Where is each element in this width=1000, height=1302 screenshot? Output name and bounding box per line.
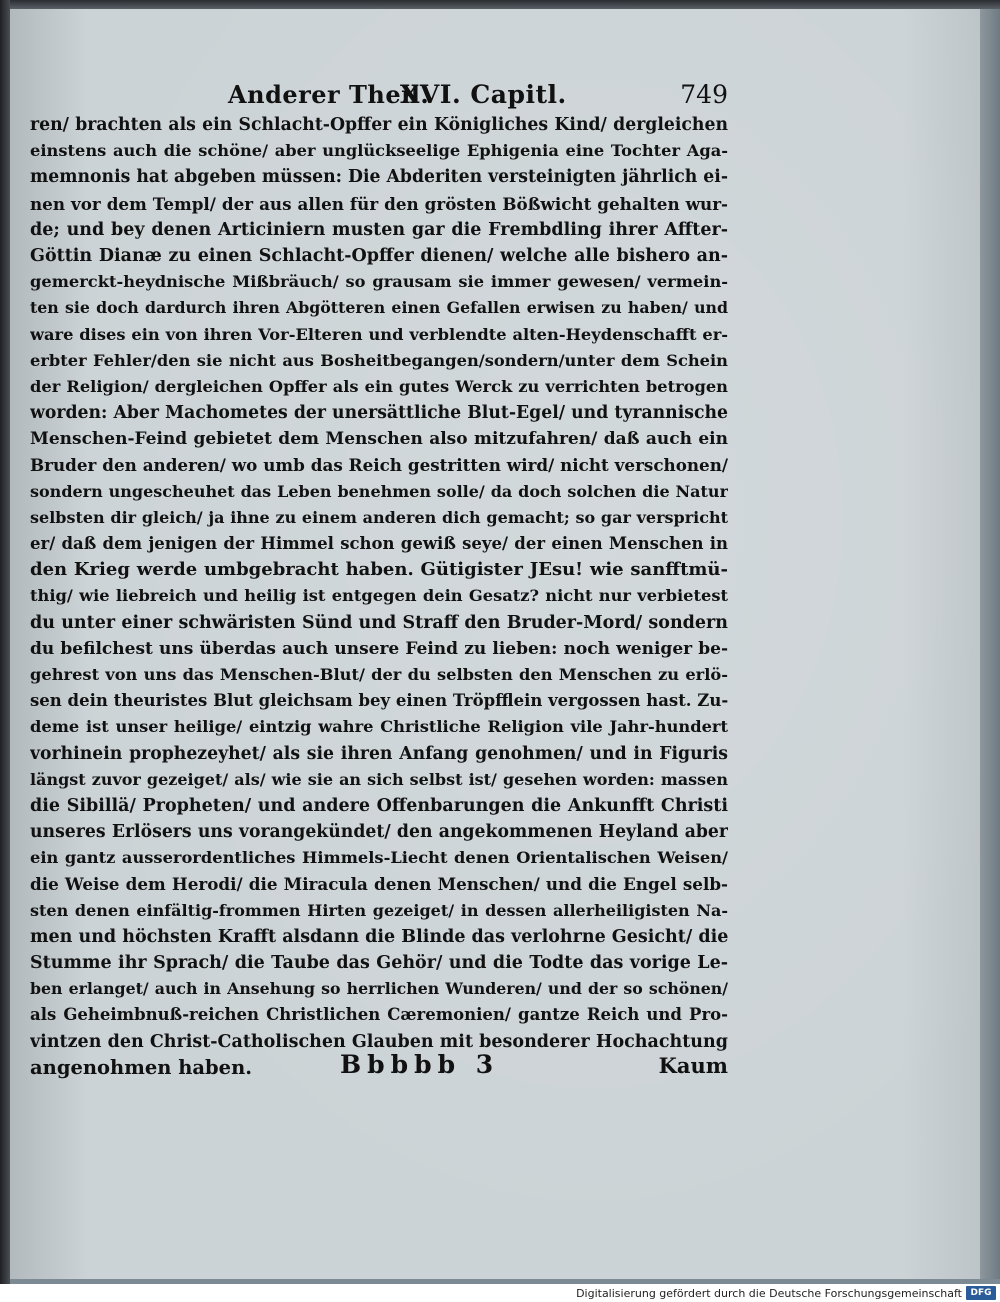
catchword: Kaum: [658, 1053, 728, 1078]
body-text: [30, 112, 728, 1081]
signature-mark: Bbbbb 3: [340, 1050, 500, 1079]
text-line: memnonis hat abgeben müssen: Die Abderiten versteinigten jährlich ei-: [30, 167, 728, 188]
text-line: ben erlanget/ auch in Ansehung so herrlichen Wunderen/ und der so schönen/: [30, 979, 728, 999]
text-line: nen vor dem Templ/ der aus allen für den grösten Bößwicht gehalten wur-: [30, 193, 728, 214]
running-head-chapter: XVI. Capitl.: [400, 80, 567, 109]
scan-left-edge: [0, 0, 10, 1284]
text-line: er/ daß dem jenigen der Himmel schon gewiß seye/ der einen Menschen in: [30, 534, 728, 553]
text-line: Stumme ihr Sprach/ die Taube das Gehör/ und die Todte das vorige Le-: [30, 953, 728, 973]
text-line: unseres Erlösers uns vorangekündet/ den angekommenen Heyland aber: [30, 822, 728, 843]
text-line: als Geheimbnuß-reichen Christlichen Cæremonien/ gantze Reich und Pro-: [30, 1005, 728, 1025]
text-line: deme ist unser heilige/ eintzig wahre Christliche Religion vile Jahr-hundert: [30, 717, 728, 737]
text-line: thig/ wie liebreich und heilig ist entgegen dein Gesatz? nicht nur verbietest: [30, 586, 728, 606]
text-line: erbter Fehler/den sie nicht aus Bosheitbegangen/sondern/unter dem Schein: [30, 350, 728, 370]
text-line: gehrest von uns das Menschen-Blut/ der du selbsten den Menschen zu erlö-: [30, 664, 728, 684]
text-line: ein gantz ausserordentliches Himmels-Liecht denen Orientalischen Weisen/: [30, 848, 728, 868]
text-line: selbsten dir gleich/ ja ihne zu einem anderen dich gemacht; so gar verspricht: [30, 507, 728, 527]
text-line: Bruder den anderen/ wo umb das Reich gestritten wird/ nicht verschonen/: [30, 455, 728, 476]
page-number: 749: [680, 80, 728, 109]
text-line: Göttin Dianæ zu einen Schlacht-Opffer dienen/ welche alle bishero an-: [30, 245, 728, 266]
page-edge-shadow: [980, 9, 1000, 1279]
text-line: sen dein theuristes Blut gleichsam bey einen Tröpfflein vergossen hast. Zu-: [30, 691, 728, 711]
text-line: vintzen den Christ-Catholischen Glauben mit besonderer Hochachtung: [30, 1031, 728, 1052]
running-head-title: Anderer Theil.: [228, 80, 430, 109]
text-line: längst zuvor gezeiget/ als/ wie sie an sich selbst ist/ gesehen worden: massen: [30, 769, 728, 789]
funding-credit: Digitalisierung gefördert durch die Deutsche Forschungsgemeinschaft: [576, 1287, 962, 1300]
text-line: die Sibillä/ Propheten/ und andere Offenbarungen die Ankunfft Christi: [30, 795, 728, 816]
text-line: ware dises ein von ihren Vor-Elteren und verblendte alten-Heydenschafft er-: [30, 324, 728, 344]
text-line: ten sie doch dardurch ihren Abgötteren einen Gefallen erwisen zu haben/ und: [30, 298, 728, 318]
text-line: angenohmen haben.: [30, 1055, 253, 1079]
text-line: ren/ brachten als ein Schlacht-Opffer ein Königliches Kind/ dergleichen: [30, 115, 728, 135]
text-line: gemerckt-heydnische Mißbräuch/ so grausam sie immer gewesen/ vermein-: [30, 272, 728, 292]
text-line: du befilchest uns überdas auch unsere Feind zu lieben: noch weniger be-: [30, 638, 728, 659]
text-line: den Krieg werde umbgebracht haben. Gütigister JEsu! wie sanfftmü-: [30, 559, 728, 581]
text-line: worden: Aber Machometes der unersättliche Blut-Egel/ und tyrannische: [30, 403, 728, 424]
text-line: der Religion/ dergleichen Opffer als ein gutes Werck zu verrichten betrogen: [30, 376, 728, 396]
text-line: die Weise dem Herodi/ die Miracula denen Menschen/ und die Engel selb-: [30, 874, 728, 895]
text-line: vorhinein prophezeyhet/ als sie ihren Anfang genohmen/ und in Figuris: [30, 743, 728, 764]
text-line: du unter einer schwäristen Sünd und Straff den Bruder-Mord/ sondern: [30, 612, 728, 633]
text-line: Menschen-Feind gebietet dem Menschen also mitzufahren/ daß auch ein: [30, 429, 728, 450]
text-line: sten denen einfältig-frommen Hirten gezeiget/ in dessen allerheiligisten Na-: [30, 900, 728, 920]
dfg-logo-icon: DFG: [966, 1286, 996, 1300]
text-line: de; und bey denen Articiniern musten gar die Frembdling ihrer Affter-: [30, 219, 728, 240]
text-line: men und höchsten Krafft alsdann die Blinde das verlohrne Gesicht/ die: [30, 926, 728, 947]
text-line: sondern ungescheuhet das Leben benehmen solle/ da doch solchen die Natur: [30, 481, 728, 501]
running-head: [228, 80, 728, 114]
text-line: einstens auch die schöne/ aber unglückseelige Ephigenia eine Tochter Aga-: [30, 141, 728, 161]
